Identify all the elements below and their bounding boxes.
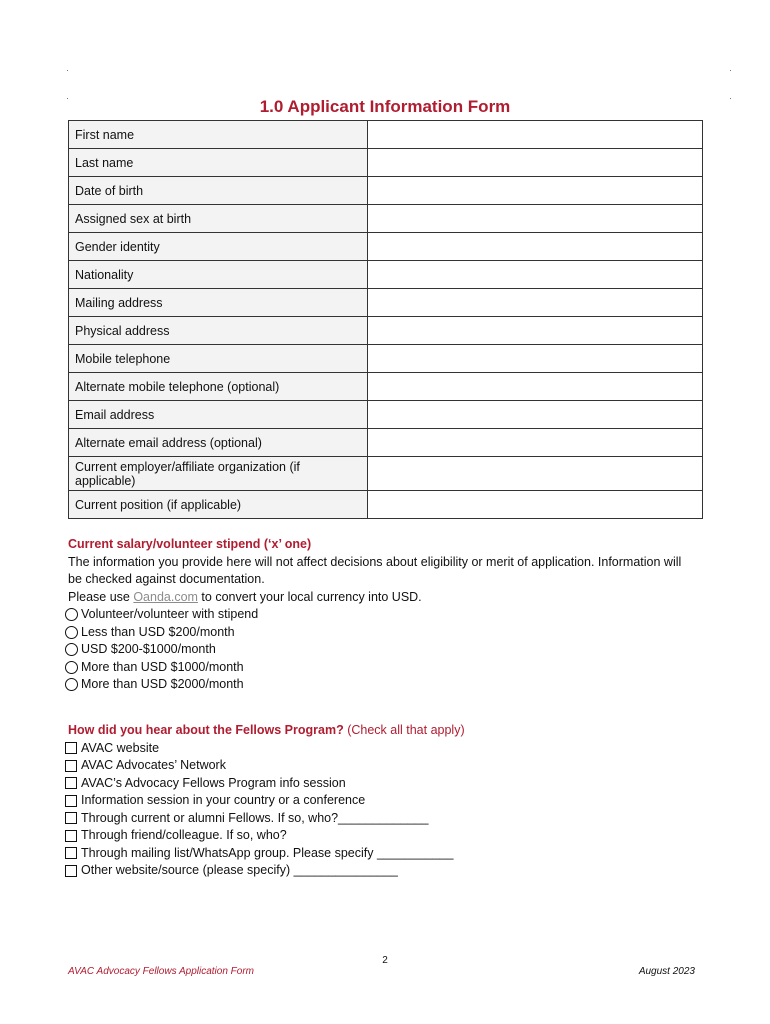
table-row (69, 401, 703, 429)
field-label-alt-email: Alternate email address (optional) (69, 429, 368, 457)
radio-circle-icon[interactable] (65, 608, 78, 621)
mailing-address-field[interactable] (368, 289, 703, 317)
salary-option-label: USD $200-$1000/month (81, 642, 216, 656)
field-label-first-name: First name (69, 121, 368, 149)
hear-heading (68, 722, 708, 740)
assigned-sex-field[interactable] (368, 205, 703, 233)
gender-identity-field[interactable] (368, 233, 703, 261)
checkbox-icon[interactable] (65, 777, 77, 789)
salary-option[interactable] (65, 676, 708, 694)
salary-option-label: More than USD $2000/month (81, 677, 244, 691)
employer-field[interactable] (368, 457, 703, 491)
salary-option[interactable] (65, 606, 708, 624)
field-label-physical-address: Physical address (69, 317, 368, 345)
field-label-email: Email address (69, 401, 368, 429)
hear-option-label: AVAC website (81, 740, 160, 755)
applicant-info-table (68, 120, 703, 519)
hear-option[interactable] (65, 792, 708, 810)
table-row (69, 233, 703, 261)
field-label-mobile-telephone: Mobile telephone (69, 345, 368, 373)
hear-option-label: Through mailing list/WhatsApp group. Please specify ___________ (81, 845, 454, 860)
email-field[interactable] (368, 401, 703, 429)
checkbox-icon[interactable] (65, 830, 77, 842)
hear-option-label: AVAC’s Advocacy Fellows Program info session (81, 775, 346, 790)
currency-note-suffix: to convert your local currency into USD. (197, 589, 422, 604)
nationality-field[interactable] (368, 261, 703, 289)
salary-option[interactable] (65, 659, 708, 677)
hear-option[interactable] (65, 810, 708, 828)
table-row (69, 317, 703, 345)
checkbox-icon[interactable] (65, 742, 77, 754)
footer-document-title: AVAC Advocacy Fellows Application Form (68, 966, 255, 977)
alt-mobile-field[interactable] (368, 373, 703, 401)
hear-option-label: Through current or alumni Fellows. If so, who?_____________ (81, 810, 429, 825)
table-row (69, 345, 703, 373)
hear-option-label: AVAC Advocates’ Network (81, 758, 226, 772)
field-label-assigned-sex: Assigned sex at birth (69, 205, 368, 233)
hear-option-label: Other website/source (please specify) _______________ (81, 863, 398, 877)
corner-mark (730, 70, 731, 71)
field-label-position: Current position (if applicable) (69, 491, 368, 519)
table-row (69, 289, 703, 317)
field-label-date-of-birth: Date of birth (69, 177, 368, 205)
table-row (69, 491, 703, 519)
table-row (69, 373, 703, 401)
field-label-mailing-address: Mailing address (69, 289, 368, 317)
table-row (69, 261, 703, 289)
hear-option[interactable] (65, 827, 708, 845)
table-row (69, 177, 703, 205)
field-label-gender-identity: Gender identity (69, 233, 368, 261)
table-row (69, 149, 703, 177)
hear-option[interactable] (65, 757, 708, 775)
checkbox-icon[interactable] (65, 760, 77, 772)
table-row (69, 121, 703, 149)
checkbox-icon[interactable] (65, 795, 77, 807)
hear-option[interactable] (65, 845, 708, 863)
checkbox-icon[interactable] (65, 847, 77, 859)
first-name-field[interactable] (368, 121, 703, 149)
hear-option-label: Through friend/colleague. If so, who? (81, 828, 287, 842)
radio-circle-icon[interactable] (65, 643, 78, 656)
last-name-field[interactable] (368, 149, 703, 177)
field-label-nationality: Nationality (69, 261, 368, 289)
radio-circle-icon[interactable] (65, 661, 78, 674)
field-label-employer: Current employer/affiliate organization (if applicable) (69, 457, 368, 491)
hear-option-label: Information session in your country or a conference (81, 793, 366, 807)
hear-option[interactable] (65, 862, 708, 880)
currency-note-prefix: Please use (68, 589, 134, 604)
checkbox-icon[interactable] (65, 865, 77, 877)
table-row (69, 457, 703, 491)
salary-option-label: Volunteer/volunteer with stipend (81, 607, 259, 621)
salary-section (68, 536, 708, 694)
salary-info-line: The information you provide here will not affect decisions about eligibility or merit of application. Information will (68, 554, 682, 569)
page-number: 2 (382, 955, 388, 966)
page-title: 1.0 Applicant Information Form (259, 97, 511, 116)
hear-heading-note: (Check all that apply) (343, 723, 465, 737)
table-row (69, 205, 703, 233)
salary-option[interactable] (65, 624, 708, 642)
radio-circle-icon[interactable] (65, 626, 78, 639)
salary-option[interactable] (65, 641, 708, 659)
field-label-alt-mobile: Alternate mobile telephone (optional) (69, 373, 368, 401)
salary-heading: Current salary/volunteer stipend (‘x’ one) (68, 537, 312, 551)
mobile-telephone-field[interactable] (368, 345, 703, 373)
currency-note (68, 589, 708, 607)
hear-heading-text: How did you hear about the Fellows Program? (68, 723, 344, 737)
radio-circle-icon[interactable] (65, 678, 78, 691)
table-row (69, 429, 703, 457)
field-label-last-name: Last name (69, 149, 368, 177)
physical-address-field[interactable] (368, 317, 703, 345)
date-of-birth-field[interactable] (368, 177, 703, 205)
hear-option[interactable] (65, 775, 708, 793)
checkbox-icon[interactable] (65, 812, 77, 824)
alt-email-field[interactable] (368, 429, 703, 457)
oanda-link[interactable]: Oanda.com (133, 589, 198, 604)
salary-option-label: More than USD $1000/month (81, 659, 244, 674)
corner-mark (67, 70, 68, 71)
salary-option-label: Less than USD $200/month (81, 624, 235, 639)
hear-section (68, 722, 708, 880)
position-field[interactable] (368, 491, 703, 519)
hear-option[interactable] (65, 740, 708, 758)
salary-info-line: be checked against documentation. (68, 572, 265, 586)
footer-date: August 2023 (638, 966, 695, 977)
